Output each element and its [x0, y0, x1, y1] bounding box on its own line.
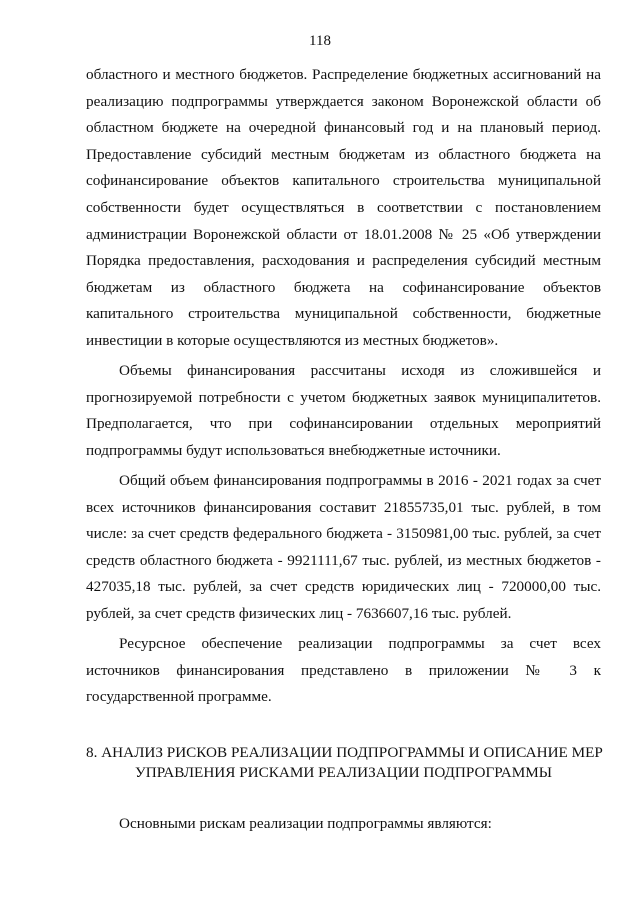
paragraph-resource-provision: Ресурсное обеспечение реализации подпрограммы за счет всех источников финансирования представлено в приложении № 3 к государственной программе. [86, 634, 601, 706]
section-heading [86, 743, 601, 783]
paragraph-main-risks: Основными рискам реализации подпрограммы являются: [119, 814, 492, 832]
page-number: 118 [309, 33, 331, 49]
section-heading-line-1: 8. АНАЛИЗ РИСКОВ РЕАЛИЗАЦИИ ПОДПРОГРАММЫ И ОПИСАНИЕ МЕР [86, 743, 603, 761]
section-heading-line-2: УПРАВЛЕНИЯ РИСКАМИ РЕАЛИЗАЦИИ ПОДПРОГРАММЫ [135, 763, 552, 781]
document-body [86, 62, 601, 841]
paragraph-financing-volumes: Объемы финансирования рассчитаны исходя из сложившейся и прогнозируемой потребности с учетом бюджетных заявок муниципалитетов. Предполагается, что при софинансировании отдельных мероприятий подпрограммы будут использоваться внебюджетные источники. [86, 362, 601, 459]
paragraph-total-financing: Общий объем финансирования подпрограммы в 2016 - 2021 годах за счет всех источников финансирования составит 21855735,01 тыс. рублей, в том числе: за счет средств федерального бюджета - 3150981,00 тыс. рублей, за счет средств областного бюджета - 9921111,67 тыс. рублей, из местных бюджетов - 427035,18 тыс. рублей, за счет средств юридических лиц - 720000,00 тыс. рублей, за счет средств физических лиц - 7636607,16 тыс. рублей. [86, 471, 601, 622]
paragraph-continuation: областного и местного бюджетов. Распределение бюджетных ассигнований на реализацию подпрограммы утверждается законом Воронежской области об областном бюджете на очередной финансовый год и на плановый период. Предоставление субсидий местным бюджетам из областного бюджета на софинансирование объектов капитального строительства муниципальной собственности будет осуществляться в соответствии с постановлением администрации Воронежской области от 18.01.2008 № 25 «Об утверждении Порядка предоставления, расходования и распределения субсидий местным бюджетам из областного бюджета на софинансирование объектов капитального строительства муниципальной собственности, бюджетные инвестиции в которые осуществляются из местных бюджетов». [86, 66, 601, 349]
